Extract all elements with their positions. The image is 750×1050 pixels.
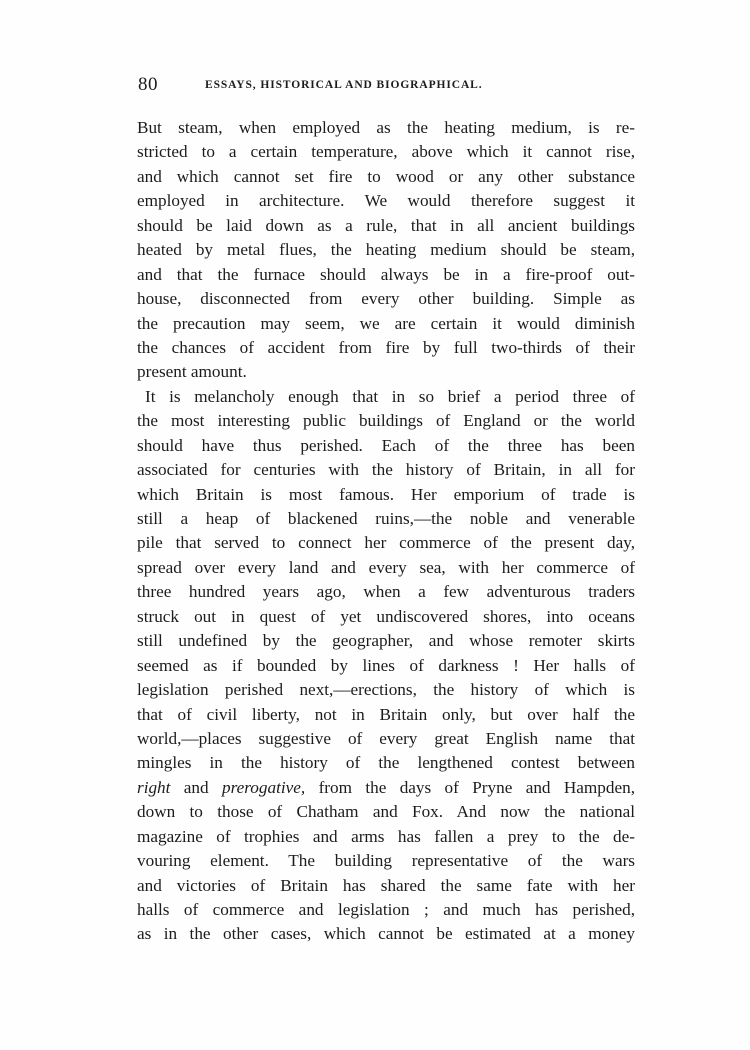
text-line: It is melancholy enough that in so brief a period three of (145, 386, 635, 406)
text-line: and victories of Britain has shared the same fate with her (137, 875, 635, 895)
text-line: struck out in quest of yet undiscovered shores, into oceans (137, 606, 635, 626)
text-line: three hundred years ago, when a few adventurous traders (137, 582, 635, 602)
page-header (138, 74, 638, 100)
text-line: the chances of accident from fire by full two-thirds of their (137, 337, 635, 357)
text-line: heated by metal flues, the heating medium should be steam, (137, 240, 635, 260)
text-line: seemed as if bounded by lines of darkness ! Her halls of (137, 655, 635, 675)
text-line: still undefined by the geographer, and whose remoter skirts (137, 631, 635, 651)
text-line: magazine of trophies and arms has fallen a prey to the de- (137, 826, 635, 846)
text-line: vouring element. The building representative of the wars (137, 851, 635, 871)
text-fragment: from the days of Pryne and Hampden, (305, 777, 635, 797)
text-fragment: and (170, 777, 222, 797)
text-line: the most interesting public buildings of England or the world (137, 411, 635, 431)
text-line: world,—places suggestive of every great English name that (137, 728, 635, 748)
text-line: present amount. (137, 362, 247, 382)
text-line: should be laid down as a rule, that in all ancient buildings (137, 215, 635, 235)
text-line-mixed (137, 776, 635, 800)
text-line: stricted to a certain temperature, above which it cannot rise, (137, 142, 635, 162)
text-line: which Britain is most famous. Her emporium of trade is (137, 484, 635, 504)
body-text (137, 116, 635, 947)
text-line: pile that served to connect her commerce of the present day, (137, 533, 635, 553)
text-line: the precaution may seem, we are certain it would diminish (137, 313, 635, 333)
text-line: down to those of Chatham and Fox. And now the national (137, 802, 635, 822)
text-line: employed in architecture. We would therefore suggest it (137, 191, 635, 211)
text-line: and that the furnace should always be in a fire-proof out- (137, 264, 635, 284)
italic-word: prerogative, (221, 777, 306, 797)
text-line: spread over every land and every sea, with her commerce of (137, 557, 635, 577)
text-line: still a heap of blackened ruins,—the noble and venerable (137, 509, 635, 528)
text-line: that of civil liberty, not in Britain only, but over half the (137, 704, 635, 724)
text-line: halls of commerce and legislation ; and much has perished, (137, 900, 635, 919)
page-number: 80 (138, 74, 158, 95)
text-line: as in the other cases, which cannot be estimated at a money (137, 924, 635, 944)
text-line: But steam, when employed as the heating medium, is re- (137, 118, 635, 137)
italic-word: right (137, 777, 171, 797)
text-line: associated for centuries with the history of Britain, in all for (137, 460, 635, 480)
running-head: ESSAYS, HISTORICAL AND BIOGRAPHICAL. (205, 79, 483, 91)
text-line: and which cannot set fire to wood or any other substance (137, 166, 635, 186)
text-line: house, disconnected from every other building. Simple as (137, 289, 635, 309)
text-line: should have thus perished. Each of the three has been (137, 435, 635, 455)
text-line: mingles in the history of the lengthened contest between (137, 753, 635, 773)
text-line: legislation perished next,—erections, the history of which is (137, 680, 635, 700)
